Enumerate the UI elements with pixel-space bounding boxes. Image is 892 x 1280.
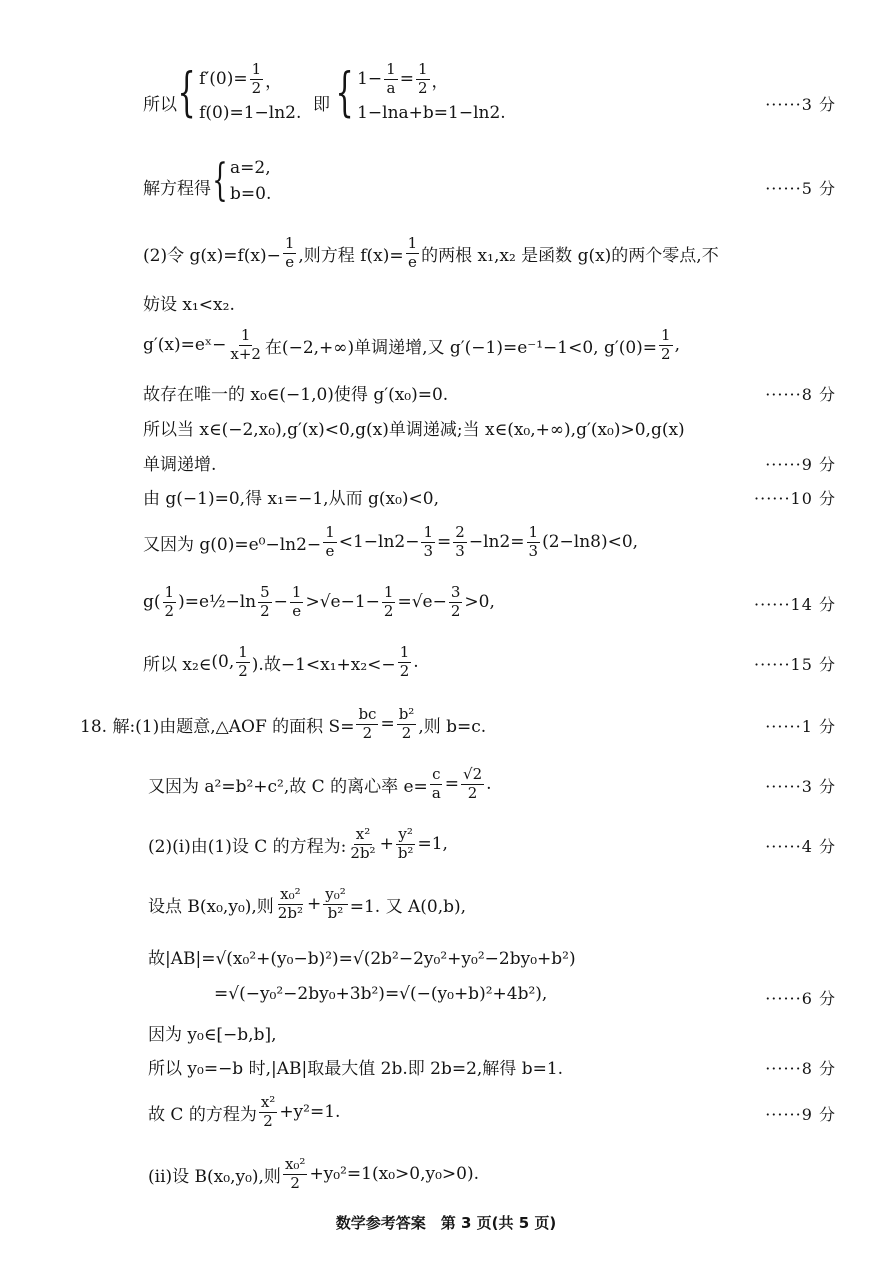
line-g-half: g( $\frac{1}{2}$ )=e½−ln $\frac{5}{2}$ − $\frac{1}{e}$ >√e−1− $\frac{1}{2}$ =√e− $\frac{3}{2}$ >0, ······14 分 bbox=[143, 582, 836, 620]
line-eccentricity: 又因为 a²=b²+c²,故 C 的离心率 e= $\frac{c}{a}$ = $\frac{√2}{2}$ . ······3 分 bbox=[148, 764, 836, 802]
score-label: ······15 分 bbox=[754, 655, 836, 674]
score-label: ······8 分 bbox=[765, 1059, 836, 1078]
left-brace-icon: { bbox=[212, 155, 228, 206]
line-q18-part1: 18. 解:(1)由题意,△AOF 的面积 S= $\frac{bc}{2}$ = $\frac{\text{b²}}{2}$ ,则 b=c. ······1 分 bbox=[80, 704, 836, 742]
score-label: ······3 分 bbox=[765, 777, 836, 796]
line-ellipse-eq: (2)(i)由(1)设 C 的方程为: $\frac{\text{x²}}{\text{2b²}}$ + $\frac{\text{y²}}{\text{b²}}$ =1, ······4 分 bbox=[148, 824, 836, 862]
left-brace-icon: { bbox=[177, 63, 196, 123]
text-mid: 即 bbox=[313, 95, 330, 115]
line-gprime: g′(x)=eˣ− $\frac{1}{x+2}$ 在(−2,+∞)单调递增,又 g′(−1)=e⁻¹−1<0, g′(0)= $\frac{1}{2}$ , bbox=[143, 325, 680, 363]
system-2: { 1− $\frac{1}{a}$ = $\frac{1}{2}$ ， 1−lna+b=1−ln2. bbox=[335, 59, 506, 123]
score-label: ······14 分 bbox=[754, 595, 836, 614]
line-point-b: 设点 B(x₀,y₀),则 $\frac{\text{x₀²}}{\text{2b²}}$ + $\frac{\text{y₀²}}{\text{b²}}$ =1. 又 A(0,b), bbox=[148, 884, 467, 922]
system-1: { f′(0)= $\frac{1}{2}$ ， f(0)=1−ln2. bbox=[177, 59, 302, 123]
score-label: ······4 分 bbox=[765, 837, 836, 856]
score-label: ······9 分 bbox=[765, 1105, 836, 1124]
page-footer: 数学参考答案 第 3 页(共 5 页) bbox=[335, 1214, 557, 1232]
score-label: ······3 分 bbox=[765, 95, 836, 114]
line-solve: 解方程得 { a=2, b=0. ······5 分 bbox=[143, 155, 836, 206]
score-label: ······10 分 bbox=[754, 489, 836, 508]
score-label: ······5 分 bbox=[765, 179, 836, 198]
line-part-ii: (ii)设 B(x₀,y₀),则 $\frac{\text{x₀²}}{2}$ +y₀²=1(x₀>0,y₀>0). bbox=[148, 1154, 479, 1192]
line-x2-range: 所以 x₂∈ (0, $\frac{1}{2}$ ).故−1<x₁+x₂<− $\frac{1}{2}$ . ······15 分 bbox=[143, 642, 836, 680]
line-c-equation: 故 C 的方程为 $\frac{\text{x²}}{2}$ +y²=1. ······9 分 bbox=[148, 1092, 836, 1130]
score-label: ······8 分 bbox=[765, 385, 836, 404]
score-label: ······9 分 bbox=[765, 455, 836, 474]
left-brace-icon: { bbox=[335, 63, 354, 123]
line-system-fprime bbox=[0, 59, 892, 152]
line-part2-intro: (2)令 g(x)=f(x)− $\frac{1}{e}$ ,则方程 f(x)= $\frac{1}{e}$ 的两根 x₁,x₂ 是函数 g(x)的两个零点,不 bbox=[143, 233, 719, 271]
text-prefix: 所以 bbox=[143, 95, 177, 115]
line-g0: 又因为 g(0)=e⁰−ln2− $\frac{1}{e}$ <1−ln2− $\frac{1}{3}$ = $\frac{2}{3}$ −ln2= $\frac{1}{3}$ (2−ln8)<0, bbox=[143, 522, 639, 560]
score-label: ······6 分 bbox=[765, 989, 836, 1008]
score-label: ······1 分 bbox=[765, 717, 836, 736]
